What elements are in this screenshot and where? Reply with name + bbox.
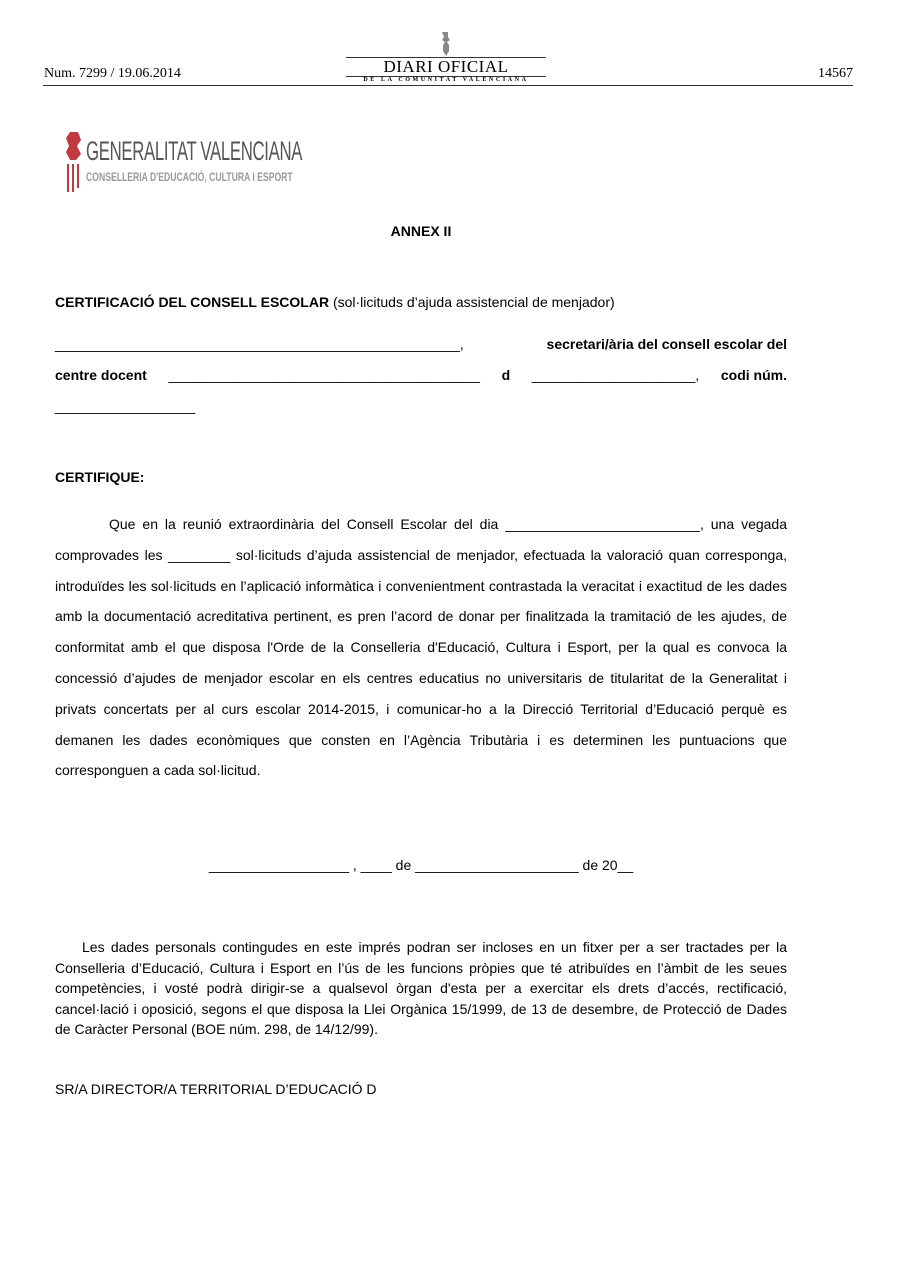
diari-oficial-masthead [346,30,546,86]
code-label: codi núm. [720,367,787,383]
locality-field[interactable]: _____________________, [531,367,700,383]
masthead-title: DIARI OFICIAL [383,57,509,76]
logo-line2: CONSELLERIA D'EDUCACIÓ, CULTURA I ESPORT [86,170,293,184]
generalitat-logo [64,130,303,196]
annex-title: ANNEX II [390,223,452,239]
generalitat-crest-icon [64,130,84,194]
form-line-2 [55,367,787,383]
certificate-title-bold: CERTIFICACIÓ DEL CONSELL ESCOLAR [55,294,330,310]
masthead-subtitle: DE LA COMUNITAT VALENCIANA [363,77,529,83]
issue-number-date: Num. 7299 / 19.06.2014 [44,66,181,81]
certificate-title [55,294,787,310]
form-line-1 [55,336,787,352]
secretary-name-field[interactable]: ____________________________________________________, [55,336,464,352]
body-paragraph: Que en la reunió extraordinària del Consell Escolar del dia _________________________, una vegada comprovades les ________ sol·licituds d’ajuda assistencial de menjador, efectuada la valoració quan corresponga, introduïdes les sol·licituds en l’aplicació informàtica i convenientment contrastada la veracitat i exactitud de les dades amb la documentació acreditativa pertinent, es pren l’acord de donar per finalitzada la tramitació de les ajudes, de conformitat amb el que disposa l'Orde de la Conselleria d'Educació, Cultura i Esport, per la qual es convoca la concessió d’ajudes de menjador escolar en els centres educatius no universitaris de titularitat de la Generalitat i privats concertats per al curs escolar 2014-2015, i comunicar-ho a la Direcció Territorial d’Educació perquè es demanen les dades econòmiques que consten en l’Agència Tributària i es determinen les puntuacions que corresponguen a cada sol·licitud. [55,516,787,779]
privacy-notice: Les dades personals contingudes en este imprés podran ser incloses en un fitxer per a ser tractades per la Conselleria d’Educació, Cultura i Esport en l’ús de les funcions pròpies que té atribuïdes en l’àmbit de les seues competències, i vosté podrà dirigir-se a qualsevol òrgan d'esta per a exercitar els drets d’accés, rectificació, cancel·lació i oposició, segons el que disposa la Llei Orgànica 15/1999, de 13 de desembre, de Protecció de Dades de Caràcter Personal (BOE núm. 298, de 14/12/99). [55,939,787,1037]
certifique-heading: CERTIFIQUE: [55,469,145,485]
centre-name-field[interactable]: ________________________________________ [168,367,480,383]
crest-icon [438,30,452,58]
page-number: 14567 [818,66,853,81]
certificate-title-rest: (sol·licituds d’ajuda assistencial de menjador) [329,294,615,310]
addressee: SR/A DIRECTOR/A TERRITORIAL D’EDUCACIÓ D [55,1081,377,1097]
centre-label: centre docent [55,367,147,383]
secretary-label: secretari/ària del consell escolar del [546,336,787,352]
date-line: __________________ , ____ de _____________________ de 20__ [208,857,634,873]
logo-line1: GENERALITAT VALENCIANA [86,136,303,166]
d-label: d [501,367,511,383]
code-field[interactable]: __________________ [55,398,196,414]
header-divider [43,85,853,86]
